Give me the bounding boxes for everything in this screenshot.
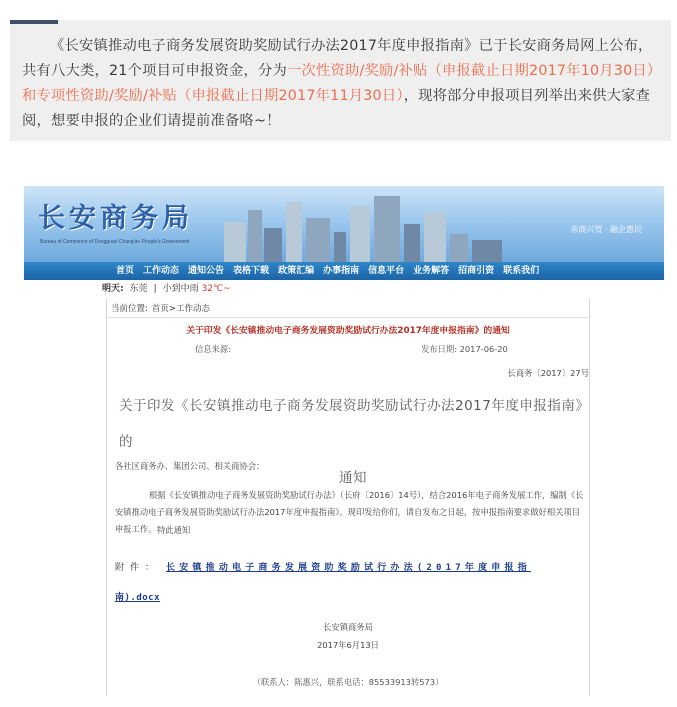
intro-accent-bar bbox=[10, 20, 58, 24]
skyline-building bbox=[472, 240, 502, 262]
intro-paragraph bbox=[22, 34, 659, 134]
website-screenshot bbox=[24, 186, 664, 696]
attachment-label: 附件： bbox=[115, 563, 161, 573]
skyline-building bbox=[424, 212, 446, 262]
document-title bbox=[119, 388, 587, 496]
weather-bar: 明天: 东莞 | 小到中雨 32℃~ bbox=[102, 284, 231, 294]
nav-item-policies[interactable]: 政策汇编 bbox=[278, 266, 315, 276]
signature-date: 2017年6月13日 bbox=[317, 640, 379, 650]
document-number: 长商务〔2017〕27号 bbox=[507, 368, 589, 378]
skyline-building bbox=[350, 206, 370, 262]
site-subtitle: Bureau of Commerce of Dongguan Chang'an People's Government bbox=[40, 239, 190, 245]
weather-temperature: 32℃~ bbox=[201, 284, 231, 294]
notice-title: 关于印发《长安镇推动电子商务发展资助奖励试行办法2017年度申报指南》的通知 bbox=[186, 326, 510, 336]
nav-item-investment[interactable]: 招商引资 bbox=[458, 266, 495, 276]
nav-item-forms[interactable]: 表格下载 bbox=[233, 266, 270, 276]
intro-text-part2: ，现将部分申报项目列举出来供大家查阅，想要申报的企业们请提前准备咯~！ bbox=[22, 88, 651, 129]
notice-source: 信息来源: bbox=[195, 344, 231, 354]
nav-item-guide[interactable]: 办事指南 bbox=[323, 266, 360, 276]
contact-info: （联系人：陈惠兴，联系电话：85533913转573） bbox=[252, 677, 444, 687]
nav-item-home[interactable]: 首页 bbox=[116, 266, 135, 276]
breadcrumb-path[interactable]: 首页>工作动态 bbox=[151, 304, 210, 314]
weather-condition: 小到中雨 bbox=[162, 284, 199, 294]
nav-item-contact[interactable]: 联系我们 bbox=[503, 266, 540, 276]
skyline-building bbox=[450, 234, 468, 262]
weather-label: 明天: bbox=[102, 284, 124, 294]
addressee: 各社区商务办、集团公司、相关商协会： bbox=[115, 461, 265, 471]
attachment bbox=[115, 553, 587, 613]
body-paragraph: 根据《长安镇推动电子商务发展资助奖励试行办法》（长府〔2016〕14号），结合2016年电子商务发展工作，编制《长安镇推动电子商务发展资助奖励试行办法2017年度申报指南》。现印发给你们，请自发布之日起，按申报指南要求做好相关项目申报工作。 bbox=[115, 490, 584, 534]
skyline-building bbox=[286, 202, 302, 262]
skyline-building bbox=[248, 210, 262, 262]
nav-item-info-platform[interactable]: 信息平台 bbox=[368, 266, 405, 276]
attachment-link-continued[interactable]: 南).docx bbox=[115, 593, 161, 603]
breadcrumb-label: 当前位置: bbox=[111, 304, 148, 314]
intro-card bbox=[10, 20, 671, 141]
intro-highlight: 一次性资助/奖励/补贴（申报截止日期2017年10月30日）和专项性资助/奖励/补贴（申报截止日期2017年11月30日） bbox=[22, 63, 655, 104]
skyline-building bbox=[264, 228, 282, 262]
banner-slogan: 亲商兴贸 · 融企惠民 bbox=[570, 225, 642, 234]
nav-item-notices[interactable]: 通知公告 bbox=[188, 266, 225, 276]
document-title-line1: 关于印发《长安镇推动电子商务发展资助奖励试行办法2017年度申报指南》的 bbox=[119, 398, 583, 450]
skyline-building bbox=[334, 232, 346, 262]
main-nav bbox=[24, 262, 664, 280]
skyline-building bbox=[306, 218, 330, 262]
skyline-building bbox=[224, 222, 246, 262]
signature-org: 长安镇商务局 bbox=[323, 622, 373, 632]
nav-item-faq[interactable]: 业务解答 bbox=[413, 266, 450, 276]
site-banner bbox=[24, 186, 664, 262]
article-panel bbox=[106, 298, 590, 696]
weather-city: 东莞 bbox=[129, 284, 148, 294]
closing-line: 特此通知 bbox=[157, 525, 191, 535]
intro-text-part1: 《长安镇推动电子商务发展资助奖励试行办法2017年度申报指南》已于长安商务局网上公布，共有八大类，21个项目可申报资金，分为 bbox=[22, 38, 653, 79]
skyline-building bbox=[404, 224, 420, 262]
notice-date: 发布日期: 2017-06-20 bbox=[421, 344, 508, 354]
breadcrumb bbox=[107, 300, 589, 318]
document-title-line2: 通知 bbox=[339, 470, 367, 486]
skyline-building bbox=[374, 196, 400, 262]
attachment-link[interactable]: 长安镇推动电子商务发展资助奖励试行办法(2017年度申报指 bbox=[166, 563, 531, 573]
nav-item-work-news[interactable]: 工作动态 bbox=[143, 266, 180, 276]
site-title: 长安商务局 bbox=[38, 203, 193, 234]
